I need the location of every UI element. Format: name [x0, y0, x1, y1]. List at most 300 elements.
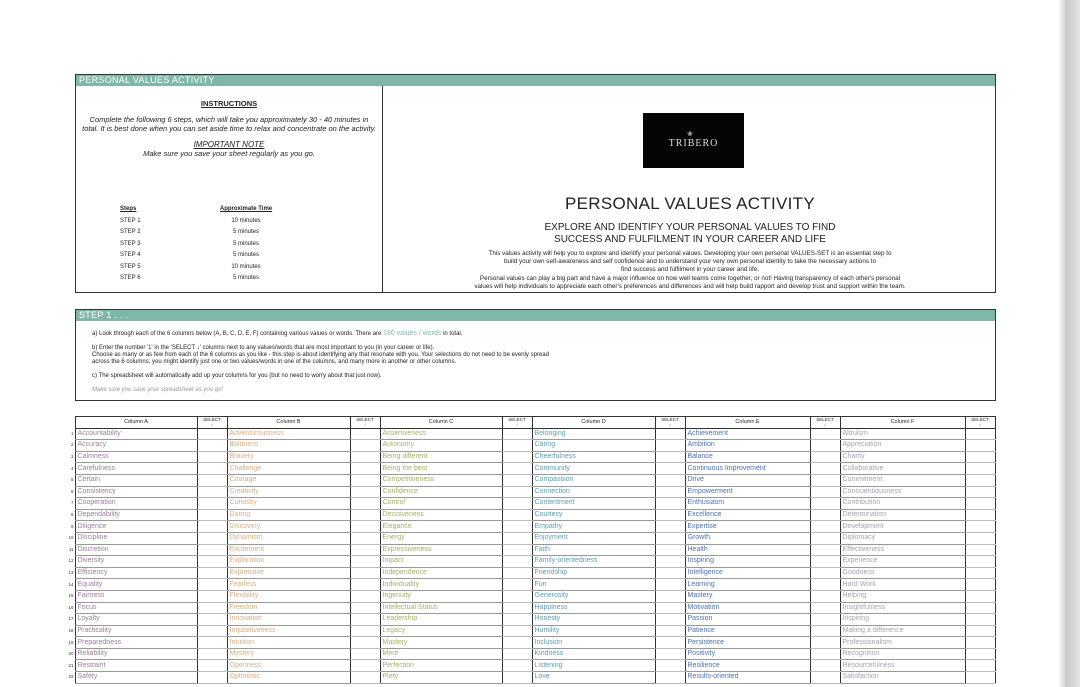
value-cell: Determination — [840, 509, 965, 521]
value-cell: Balance — [685, 451, 810, 463]
select-label: SELECT — [203, 417, 221, 423]
select-cell[interactable] — [197, 672, 227, 684]
description-line: build your own self-awareness and self confidence and to understand your very own personal identity to take the necessary actions to — [503, 258, 877, 266]
value-cell: Professionalism — [840, 637, 965, 649]
select-label: SELECT — [661, 417, 679, 423]
table-row — [66, 463, 995, 475]
value-cell: Independence — [380, 567, 502, 579]
value-cell: Piety — [380, 672, 502, 684]
select-cell[interactable] — [502, 637, 532, 649]
select-header — [502, 417, 532, 429]
value-cell: Autonomy — [380, 440, 502, 452]
value-cell: Community — [532, 463, 655, 475]
value-cell: Humility — [532, 625, 655, 637]
select-cell[interactable] — [197, 521, 227, 533]
select-cell[interactable] — [350, 532, 380, 544]
step-row — [116, 273, 316, 285]
select-cell[interactable] — [810, 602, 840, 614]
select-cell[interactable] — [350, 567, 380, 579]
table-row — [66, 637, 995, 649]
select-cell[interactable] — [502, 567, 532, 579]
value-cell: Efficiency — [75, 567, 197, 579]
select-cell[interactable] — [965, 590, 995, 602]
select-cell[interactable] — [965, 498, 995, 510]
value-cell: Altruism — [840, 428, 965, 440]
description-line: Personal values can play a big part and have a major influence on how well teams come together, or not! Having transparency of each other's personal — [479, 274, 901, 282]
select-cell[interactable] — [502, 556, 532, 568]
select-cell[interactable] — [197, 440, 227, 452]
select-cell[interactable] — [965, 637, 995, 649]
select-cell[interactable] — [502, 486, 532, 498]
select-cell[interactable] — [810, 579, 840, 591]
step-label: STEP 1 — [120, 217, 141, 224]
row-number: 14 — [68, 581, 74, 587]
select-cell[interactable] — [810, 544, 840, 556]
value-cell: Recognition — [840, 648, 965, 660]
step-label: STEP 3 — [120, 240, 141, 247]
value-cell: Mastery — [685, 590, 810, 602]
value-cell: Collaborative — [840, 463, 965, 475]
value-cell: Persistence — [685, 637, 810, 649]
instructions-text: Complete the following 6 steps, which will take you approximately 30 - 40 minutes in total. It is best done when you can set aside time to relax and concentrate on the activity. — [82, 115, 376, 133]
select-cell[interactable] — [810, 567, 840, 579]
value-cell: Carefulness — [75, 463, 197, 475]
select-cell[interactable] — [502, 614, 532, 626]
table-row — [66, 614, 995, 626]
select-cell[interactable] — [350, 672, 380, 684]
value-cell: Insightfulness — [840, 602, 965, 614]
select-cell[interactable] — [502, 532, 532, 544]
select-cell[interactable] — [655, 532, 685, 544]
select-cell[interactable] — [655, 451, 685, 463]
select-cell[interactable] — [810, 637, 840, 649]
value-cell: Openness — [227, 660, 350, 672]
select-cell[interactable] — [810, 428, 840, 440]
value-cell: Reliability — [75, 648, 197, 660]
value-cell: Optimistic — [227, 672, 350, 684]
select-cell[interactable] — [810, 660, 840, 672]
arrow-down-icon: ↓ — [210, 422, 214, 428]
select-cell[interactable] — [502, 602, 532, 614]
value-cell: Equality — [75, 579, 197, 591]
table-row — [66, 474, 995, 486]
value-cell: Faith — [532, 544, 655, 556]
step-time: 5 minutes — [232, 275, 259, 281]
value-cell: Ambition — [685, 440, 810, 452]
row-number: 5 — [70, 477, 74, 483]
select-cell[interactable] — [197, 428, 227, 440]
value-cell: Bravery — [227, 451, 350, 463]
value-cell: Health — [685, 544, 810, 556]
save-reminder: Make sure you save your spreadsheet as you go! — [92, 387, 224, 393]
select-cell[interactable] — [502, 498, 532, 510]
column-header: Column F — [840, 417, 965, 429]
row-number: 22 — [68, 674, 74, 680]
value-cell: Listening — [532, 660, 655, 672]
value-cell: Control — [380, 498, 502, 510]
select-cell[interactable] — [197, 660, 227, 672]
select-cell[interactable] — [655, 509, 685, 521]
select-cell[interactable] — [197, 556, 227, 568]
select-cell[interactable] — [810, 498, 840, 510]
select-cell[interactable] — [965, 486, 995, 498]
value-cell: Learning — [685, 579, 810, 591]
value-cell: Empathy — [532, 521, 655, 533]
value-cell: Inclusion — [532, 637, 655, 649]
select-cell[interactable] — [197, 567, 227, 579]
value-cell: Safety — [75, 672, 197, 684]
step-label: STEP 6 — [120, 275, 141, 281]
description-line: find success and fulfilment in your career and life. — [621, 266, 759, 274]
select-cell[interactable] — [197, 648, 227, 660]
select-cell[interactable] — [965, 660, 995, 672]
table-row — [66, 451, 995, 463]
table-row — [66, 509, 995, 521]
select-cell[interactable] — [197, 614, 227, 626]
select-cell[interactable] — [350, 521, 380, 533]
select-header — [350, 417, 380, 429]
value-cell: Growth — [685, 532, 810, 544]
select-cell[interactable] — [810, 556, 840, 568]
select-cell[interactable] — [197, 509, 227, 521]
bird-icon: ❀ — [687, 130, 693, 138]
value-cell: Individuality — [380, 579, 502, 591]
select-cell[interactable] — [810, 648, 840, 660]
row-number-header — [66, 417, 75, 429]
value-cell: Expressiveness — [380, 544, 502, 556]
select-cell[interactable] — [197, 451, 227, 463]
value-cell: Positivity — [685, 648, 810, 660]
value-cell: Energy — [380, 532, 502, 544]
row-number: 16 — [68, 604, 74, 610]
select-cell[interactable] — [965, 625, 995, 637]
select-cell[interactable] — [655, 486, 685, 498]
logo-text: TRIBERO — [668, 138, 719, 149]
table-row — [66, 660, 995, 672]
select-cell[interactable] — [197, 637, 227, 649]
value-cell: Dynamism — [227, 532, 350, 544]
value-cell: Belonging — [532, 428, 655, 440]
select-cell[interactable] — [655, 544, 685, 556]
value-cell: Assertiveness — [380, 428, 502, 440]
select-cell[interactable] — [655, 463, 685, 475]
select-header — [655, 417, 685, 429]
step1-a-text: a) Look through each of the 6 columns below (A, B, C, D, E, F) containing various values or words. There are — [92, 331, 384, 337]
time-header: Approximate Time — [219, 206, 273, 212]
step-time: 10 minutes — [231, 263, 261, 270]
value-cell: Curiosity — [227, 498, 350, 510]
select-cell[interactable] — [655, 625, 685, 637]
select-cell[interactable] — [810, 463, 840, 475]
select-cell[interactable] — [350, 440, 380, 452]
select-cell[interactable] — [655, 672, 685, 684]
row-number: 6 — [70, 488, 74, 494]
row-number: 19 — [68, 639, 74, 645]
value-cell: Effectiveness — [840, 544, 965, 556]
table-row — [66, 486, 995, 498]
table-header-row — [66, 417, 995, 429]
select-cell[interactable] — [965, 474, 995, 486]
select-cell[interactable] — [350, 474, 380, 486]
select-cell[interactable] — [502, 451, 532, 463]
select-cell[interactable] — [810, 509, 840, 521]
value-cell: Friendship — [532, 567, 655, 579]
value-cell: Freedom — [227, 602, 350, 614]
value-cell: Goodness — [840, 567, 965, 579]
step-row — [116, 216, 316, 228]
select-cell[interactable] — [502, 648, 532, 660]
value-cell: Inspiring — [685, 556, 810, 568]
select-cell[interactable] — [350, 486, 380, 498]
table-row — [66, 556, 995, 568]
select-cell[interactable] — [350, 498, 380, 510]
value-cell: Motivation — [685, 602, 810, 614]
select-cell[interactable] — [655, 556, 685, 568]
select-cell[interactable] — [965, 648, 995, 660]
value-cell: Inquisitiveness — [227, 625, 350, 637]
select-cell[interactable] — [965, 579, 995, 591]
select-cell[interactable] — [502, 544, 532, 556]
select-cell[interactable] — [350, 614, 380, 626]
value-cell: Creativity — [227, 486, 350, 498]
step1-c: c) The spreadsheet will automatically add up your columns for you (but no need to worry about that just now). — [92, 373, 382, 379]
select-cell[interactable] — [197, 625, 227, 637]
arrow-down-icon: ↓ — [823, 422, 827, 428]
instructions-heading: INSTRUCTIONS — [200, 99, 258, 108]
select-cell[interactable] — [350, 637, 380, 649]
select-cell[interactable] — [965, 556, 995, 568]
value-cell: Appreciation — [840, 440, 965, 452]
row-number: 21 — [68, 662, 74, 668]
table-row — [66, 532, 995, 544]
row-number: 11 — [68, 546, 74, 552]
select-cell[interactable] — [350, 556, 380, 568]
table-row — [66, 602, 995, 614]
select-label: SELECT — [971, 417, 989, 423]
value-cell: Being the best — [380, 463, 502, 475]
value-cell: Certain — [75, 474, 197, 486]
select-cell[interactable] — [350, 625, 380, 637]
table-row — [66, 440, 995, 452]
value-cell: Resourcefulness — [840, 660, 965, 672]
select-cell[interactable] — [197, 602, 227, 614]
arrow-down-icon: ↓ — [668, 422, 672, 428]
arrow-down-icon: ↓ — [515, 422, 519, 428]
select-cell[interactable] — [655, 614, 685, 626]
value-cell: Experience — [840, 556, 965, 568]
select-cell[interactable] — [197, 544, 227, 556]
value-cell: Mastery — [380, 637, 502, 649]
row-number: 13 — [68, 570, 74, 576]
value-cell: Generosity — [532, 590, 655, 602]
value-cell: Competitiveness — [380, 474, 502, 486]
select-cell[interactable] — [502, 463, 532, 475]
select-cell[interactable] — [350, 428, 380, 440]
select-cell[interactable] — [810, 486, 840, 498]
step-time: 5 minutes — [232, 252, 259, 258]
select-cell[interactable] — [350, 463, 380, 475]
intro-panel — [384, 86, 996, 293]
value-cell: Confidence — [380, 486, 502, 498]
select-label: SELECT — [356, 417, 374, 423]
value-cell: Daring — [227, 509, 350, 521]
steps-table — [116, 204, 316, 285]
description — [384, 250, 996, 291]
value-cell: Inspiring — [840, 614, 965, 626]
select-header — [810, 417, 840, 429]
value-cell: Being different — [380, 451, 502, 463]
value-cell: Happiness — [532, 602, 655, 614]
value-cell: Fearless — [227, 579, 350, 591]
select-cell[interactable] — [197, 498, 227, 510]
row-number: 7 — [70, 500, 74, 506]
value-cell: Contribution — [840, 498, 965, 510]
select-cell[interactable] — [502, 625, 532, 637]
select-cell[interactable] — [655, 602, 685, 614]
select-cell[interactable] — [350, 451, 380, 463]
step-time: 10 minutes — [231, 217, 261, 224]
select-cell[interactable] — [965, 463, 995, 475]
value-cell: Impact — [380, 556, 502, 568]
select-cell[interactable] — [810, 590, 840, 602]
select-cell[interactable] — [810, 474, 840, 486]
select-cell[interactable] — [965, 614, 995, 626]
select-cell[interactable] — [350, 509, 380, 521]
select-cell[interactable] — [810, 614, 840, 626]
select-cell[interactable] — [502, 474, 532, 486]
subtitle-line: SUCCESS AND FULFILMENT IN YOUR CAREER AND LIFE — [554, 233, 826, 245]
select-cell[interactable] — [502, 590, 532, 602]
select-cell[interactable] — [655, 579, 685, 591]
row-number: 1 — [70, 430, 74, 436]
select-cell[interactable] — [502, 672, 532, 684]
value-cell: Caring — [532, 440, 655, 452]
steps-header: Steps — [120, 206, 137, 212]
select-cell[interactable] — [655, 474, 685, 486]
column-header: Column E — [685, 417, 810, 429]
row-number: 12 — [68, 558, 74, 564]
select-cell[interactable] — [655, 428, 685, 440]
value-cell: Love — [532, 672, 655, 684]
table-row — [66, 579, 995, 591]
values-table — [66, 416, 996, 684]
select-cell[interactable] — [502, 428, 532, 440]
select-cell[interactable] — [810, 625, 840, 637]
section-header: PERSONAL VALUES ACTIVITY — [76, 75, 995, 86]
select-cell[interactable] — [655, 521, 685, 533]
table-row — [66, 625, 995, 637]
value-cell: Empowerment — [685, 486, 810, 498]
value-cell: Intelligence — [685, 567, 810, 579]
select-cell[interactable] — [197, 463, 227, 475]
select-cell[interactable] — [965, 509, 995, 521]
value-cell: Family-orientedness — [532, 556, 655, 568]
subtitle-line: EXPLORE AND IDENTIFY YOUR PERSONAL VALUES TO FIND — [544, 222, 836, 233]
select-cell[interactable] — [965, 521, 995, 533]
select-cell[interactable] — [965, 567, 995, 579]
select-cell[interactable] — [197, 590, 227, 602]
select-cell[interactable] — [655, 648, 685, 660]
value-cell: Drive — [685, 474, 810, 486]
value-cell: Patience — [685, 625, 810, 637]
select-cell[interactable] — [655, 498, 685, 510]
value-cell: Diplomacy — [840, 532, 965, 544]
select-cell[interactable] — [965, 428, 995, 440]
select-cell[interactable] — [810, 521, 840, 533]
select-cell[interactable] — [350, 602, 380, 614]
table-row — [66, 428, 995, 440]
select-cell[interactable] — [810, 532, 840, 544]
select-cell[interactable] — [655, 660, 685, 672]
value-cell: Enjoyment — [532, 532, 655, 544]
value-cell: Courage — [227, 474, 350, 486]
value-cell: Continuous Improvement — [685, 463, 810, 475]
select-cell[interactable] — [197, 474, 227, 486]
select-cell[interactable] — [655, 567, 685, 579]
select-cell[interactable] — [965, 602, 995, 614]
select-cell[interactable] — [350, 648, 380, 660]
select-cell[interactable] — [810, 440, 840, 452]
select-cell[interactable] — [350, 660, 380, 672]
select-cell[interactable] — [502, 509, 532, 521]
select-cell[interactable] — [965, 532, 995, 544]
table-row — [66, 672, 995, 684]
value-cell: Expertise — [685, 521, 810, 533]
select-cell[interactable] — [197, 579, 227, 591]
value-cell: Focus — [75, 602, 197, 614]
column-header: Column C — [380, 417, 502, 429]
value-cell: Discovery — [227, 521, 350, 533]
select-cell[interactable] — [502, 660, 532, 672]
select-cell[interactable] — [965, 440, 995, 452]
value-cell: Helping — [840, 590, 965, 602]
row-number: 15 — [68, 593, 74, 599]
select-cell[interactable] — [655, 637, 685, 649]
select-cell[interactable] — [197, 532, 227, 544]
select-cell[interactable] — [965, 544, 995, 556]
select-cell[interactable] — [965, 451, 995, 463]
value-cell: Passion — [685, 614, 810, 626]
value-cell: Diversity — [75, 556, 197, 568]
select-cell[interactable] — [655, 590, 685, 602]
select-cell[interactable] — [502, 521, 532, 533]
select-cell[interactable] — [350, 579, 380, 591]
select-cell[interactable] — [655, 440, 685, 452]
important-note-heading: IMPORTANT NOTE — [193, 140, 265, 149]
value-cell: Making a difference — [840, 625, 965, 637]
select-cell[interactable] — [965, 672, 995, 684]
step1-b2: Choose as many or as few from each of the 6 columns as you like - this step is about identifying any that resonate with you. Your selections do not need to be evenly spread — [92, 352, 549, 358]
select-cell[interactable] — [502, 579, 532, 591]
select-cell[interactable] — [810, 451, 840, 463]
row-number: 3 — [70, 454, 74, 460]
select-cell[interactable] — [350, 544, 380, 556]
row-number: 9 — [70, 523, 74, 529]
step-label: STEP 4 — [120, 252, 141, 258]
step-label: STEP 2 — [120, 229, 141, 235]
value-cell: Cooperation — [75, 498, 197, 510]
value-cell: Innovation — [227, 614, 350, 626]
value-cell: Decisiveness — [380, 509, 502, 521]
step1-section — [75, 309, 996, 401]
row-number: 4 — [70, 465, 74, 471]
select-cell[interactable] — [350, 590, 380, 602]
select-label: SELECT — [816, 417, 834, 423]
select-cell[interactable] — [197, 486, 227, 498]
select-cell[interactable] — [502, 440, 532, 452]
value-cell: Adventurousness — [227, 428, 350, 440]
select-cell[interactable] — [810, 672, 840, 684]
